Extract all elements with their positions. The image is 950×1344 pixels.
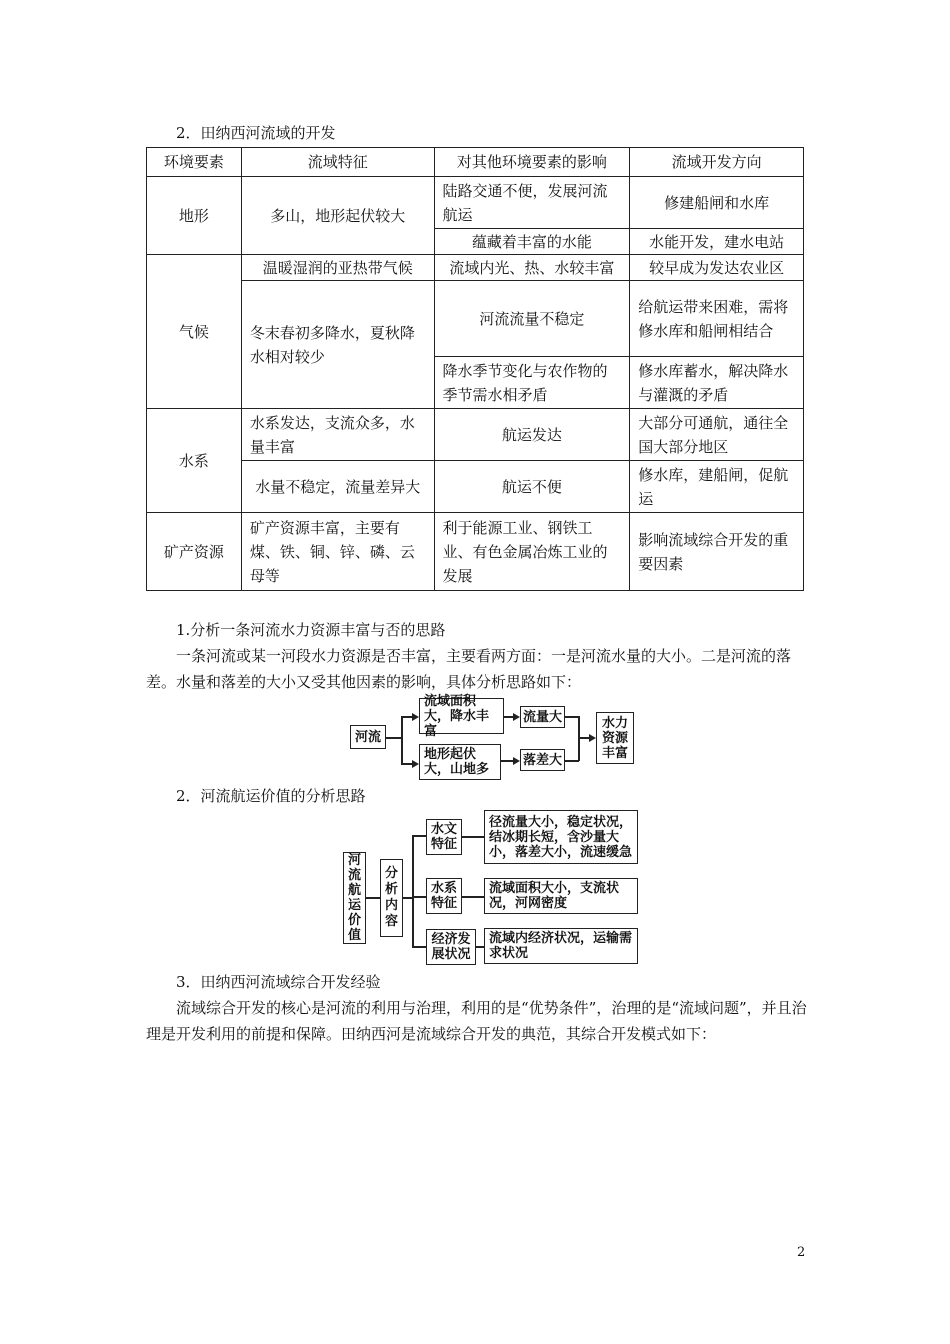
factor-cell: 水系 [147, 409, 242, 513]
impact-cell: 降水季节变化与农作物的季节需水相矛盾 [434, 357, 630, 409]
feature-cell: 矿产资源丰富，主要有煤、铁、铜、锌、磷、云母等 [241, 513, 434, 591]
paragraph: 一条河流或某一河段水力资源是否丰富，主要看两方面：一是河流水量的大小。二是河流的落差。水量和落差的大小又受其他因素的影响，具体分析思路如下： [146, 647, 792, 691]
hydrology-detail: 径流量大小，稳定状况，结冰期长短，含沙量大小，落差大小，流速缓急 [484, 810, 638, 864]
table-row [147, 513, 804, 591]
table-row [147, 177, 804, 229]
direction-cell: 修建船闸和水库 [630, 177, 804, 229]
subsection-title: 3．田纳西河流域综合开发经验 [176, 973, 381, 991]
direction-cell: 较早成为发达农业区 [630, 255, 804, 281]
impact-cell: 航运不便 [434, 461, 630, 513]
flow-box: 流量大 [520, 706, 565, 728]
table-row [147, 281, 804, 357]
impact-cell: 蕴藏着丰富的水能 [434, 229, 630, 255]
terrain-box: 地形起伏大，山地多 [419, 744, 501, 780]
table-row [147, 255, 804, 281]
analysis-box: 分析内容 [380, 859, 403, 937]
feature-cell: 冬末春初多降水，夏秋降水相对较少 [241, 281, 434, 409]
economy-detail: 流域内经济状况，运输需求状况 [484, 928, 638, 964]
water-system-box: 水系特征 [426, 878, 462, 914]
direction-cell: 给航运带来困难，需将修水库和船闸相结合 [630, 281, 804, 357]
page-number: 2 [797, 1245, 806, 1260]
drop-box: 落差大 [520, 749, 565, 771]
header-cell: 环境要素 [147, 148, 242, 177]
factor-cell: 地形 [147, 177, 242, 255]
impact-cell: 陆路交通不便，发展河流航运 [434, 177, 630, 229]
table-header-row [147, 148, 804, 177]
direction-cell: 修水库，建船闸，促航运 [630, 461, 804, 513]
impact-cell: 河流流量不稳定 [434, 281, 630, 357]
feature-cell: 水系发达，支流众多，水量丰富 [241, 409, 434, 461]
subsection-title: 2．河流航运价值的分析思路 [176, 787, 366, 805]
paragraph: 流域综合开发的核心是河流的利用与治理，利用的是“优势条件”，治理的是“流域问题”，并且治理是开发利用的前提和保障。田纳西河是流域综合开发的典范，其综合开发模式如下： [146, 999, 807, 1043]
water-system-detail: 流域面积大小，支流状况，河网密度 [484, 878, 638, 914]
impact-cell: 航运发达 [434, 409, 630, 461]
economy-box: 经济发展状况 [426, 929, 476, 965]
river-box: 河流 [350, 725, 386, 749]
direction-cell: 影响流域综合开发的重要因素 [630, 513, 804, 591]
subsection-title: 1.分析一条河流水力资源丰富与否的思路 [176, 621, 446, 639]
impact-cell: 流域内光、热、水较丰富 [434, 255, 630, 281]
direction-cell: 修水库蓄水，解决降水与灌溉的矛盾 [630, 357, 804, 409]
result-box: 水力资源丰富 [596, 712, 634, 764]
factor-cell: 矿产资源 [147, 513, 242, 591]
impact-cell: 利于能源工业、钢铁工业、有色金属冶炼工业的发展 [434, 513, 630, 591]
feature-cell: 多山，地形起伏较大 [241, 177, 434, 255]
feature-cell: 温暖湿润的亚热带气候 [241, 255, 434, 281]
development-table [146, 147, 804, 591]
section-title: 2．田纳西河流域的开发 [176, 124, 336, 142]
root-box: 河流航运价值 [343, 852, 366, 944]
header-cell: 对其他环境要素的影响 [434, 148, 630, 177]
header-cell: 流域特征 [241, 148, 434, 177]
table-row [147, 461, 804, 513]
table-row [147, 409, 804, 461]
factor-cell: 气候 [147, 255, 242, 409]
feature-cell: 水量不稳定，流量差异大 [241, 461, 434, 513]
header-cell: 流域开发方向 [630, 148, 804, 177]
direction-cell: 水能开发，建水电站 [630, 229, 804, 255]
direction-cell: 大部分可通航，通往全国大部分地区 [630, 409, 804, 461]
area-rainfall-box: 流域面积大，降水丰富 [419, 698, 504, 734]
hydrology-box: 水文特征 [426, 819, 462, 855]
